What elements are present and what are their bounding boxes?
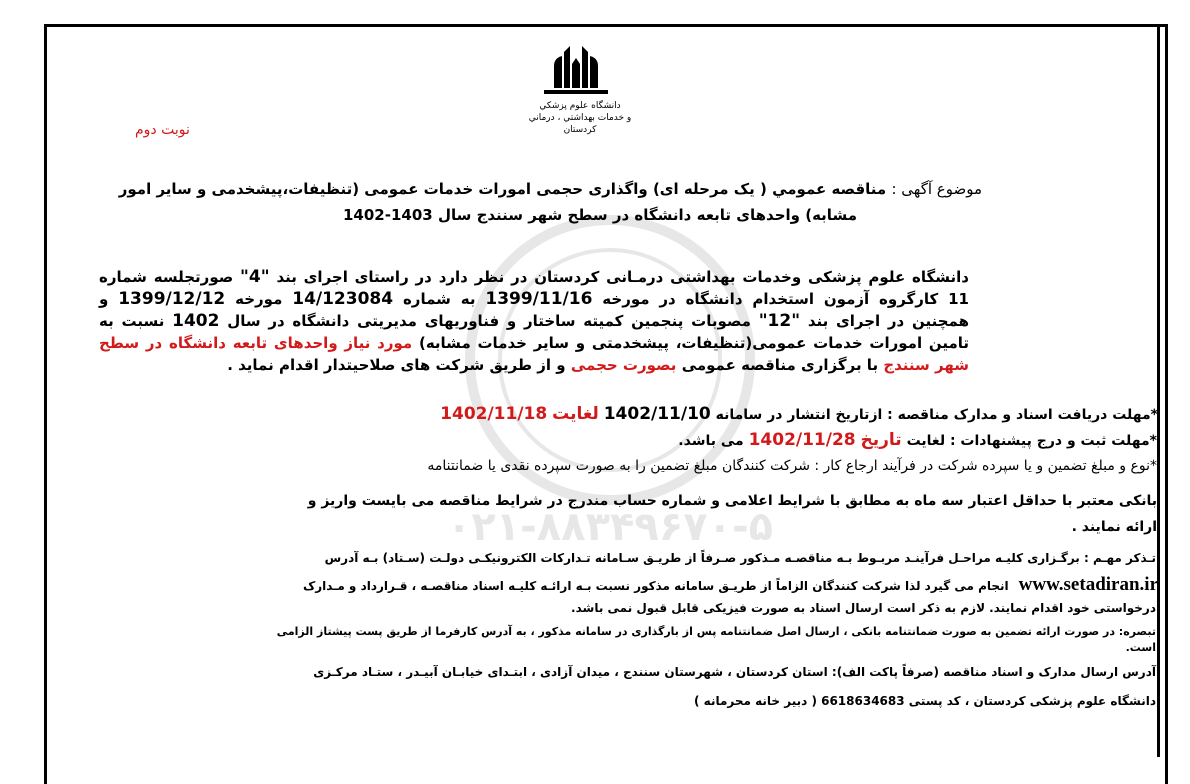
guarantee-line-2: بانکی معتبر با حداقل اعتبار سه ماه به مطابق با شرايط اعلامی و شماره حساب مندرج در شرايط مناقصه می بايست واريز و [307, 493, 1157, 509]
body-text-5: و همچنين در اجرای بند [99, 290, 969, 330]
guarantee-line-3: ارائه نمايند . [1071, 519, 1157, 535]
body-date-1: 1399/11/16 [485, 289, 593, 309]
bid-deadline-line [678, 430, 1157, 450]
round-label: نوبت دوم [135, 122, 190, 138]
body-text-9: و از طريق شرکت های صلاحيتدار اقدام نمايد . [227, 356, 566, 374]
doc-deadline-until: 1402/11/18 [440, 404, 548, 424]
body-text-1: دانشگاه علوم پزشکی وخدمات بهداشتی درمـانی کردستان در نظر دارد در راستای اجرای بند [276, 268, 969, 286]
subject-label: موضوع آگهی : [891, 180, 982, 198]
address-line-2: دانشگاه علوم پزشکی کردستان ، کد پستی 6618634683 ( دبير خانه محرمانه ) [694, 694, 1156, 708]
body-text-3: به شماره [402, 290, 476, 308]
watermark-number: ۰۲۱-۸۸۳۴۹۶۷۰-۵ [446, 504, 774, 550]
university-name [505, 100, 655, 136]
main-paragraph [99, 266, 969, 376]
body-text-2: صورتجلسه شماره 11 کارگروه آزمون استخدام دانشگاه در مورخه [99, 268, 969, 308]
body-highlight-volume: بصورت حجمی [570, 356, 677, 374]
body-highlight-units: مورد نياز واحدهای تابعه دانشگاه در سطح شهر سنندج [99, 334, 969, 374]
setadiran-link[interactable]: www.setadiran.ir [1018, 574, 1158, 595]
body-band-12: "12" [758, 311, 801, 331]
university-line-2: و خدمات بهداشتي ، درماني [528, 113, 632, 123]
body-year: 1402 [172, 311, 220, 331]
bid-deadline-tail: می باشد. [678, 433, 744, 449]
remark-line-1: تبصره: در صورت ارائه تضمين به صورت ضمانتنامه بانکی ، ارسال اصل ضمانتنامه پس از بارگذاری در سامانه مذکور ، به آدرس کارفرما از طريق پست پيشتاز الزامی [276, 625, 1156, 638]
notice-line-3: درخواستی خود اقدام نمايند. لازم به ذکر است ارسال اسناد به صورت فيزيکی قابل قبول نمی باشد. [571, 601, 1156, 615]
university-line-3: کردستان [563, 125, 597, 135]
body-number: 14/123084 [292, 289, 394, 309]
bid-deadline-date: 1402/11/28 [748, 430, 856, 450]
bid-deadline-label: *مهلت ثبت و درج پيشنهادات : لغايت [906, 433, 1157, 449]
body-text-4: مورخه [235, 290, 283, 308]
frame-right-rule [1157, 24, 1160, 757]
university-line-1: دانشگاه علوم پزشکي [539, 101, 621, 111]
doc-deadline-until-label: لغايت [552, 404, 599, 424]
guarantee-line-1: *نوع و مبلغ تضمين و يا سپرده شرکت در فرآيند ارجاع کار : شرکت کنندگان مبلغ تضمين را به صورت سپرده نقدی يا ضمانتنامه [427, 458, 1157, 474]
address-line-1: آدرس ارسال مدارک و اسناد مناقصه (صرفاً پاکت الف): استان کردستان ، شهرستان سنندج ، ميدان آزادی ، ابتـدای خيابـان آبيـدر ، ستـاد مرکـزی [313, 665, 1156, 679]
doc-deadline-from: 1402/11/10 [603, 404, 711, 424]
body-date-2: 1399/12/12 [118, 289, 226, 309]
doc-deadline-line [440, 404, 1158, 424]
notice-line-1: تـذکر مهـم : برگـزاری کليـه مراحـل فرآينـد مربـوط بـه مناقصـه مـذکور صـرفاً از طريـق سـامانه تـدارکات الکترونيکـی دولـت (سـتاد) بـه آدرس [324, 551, 1156, 565]
notice-line-2 [303, 574, 1158, 596]
doc-deadline-label: *مهلت دريافت اسناد و مدارک مناقصه : ازتاريخ انتشار در سامانه [715, 407, 1158, 423]
body-band-4: "4" [240, 267, 270, 287]
subject-line-2: مشابه) واحدهای تابعه دانشگاه در سطح شهر سنندج سال 1403-1402 [343, 206, 857, 224]
subject-text-1: مناقصه عمومي ( يک مرحله ای) واگذاری حجمی امورات خدمات عمومی (تنظيفات،پيشخدمی و ساير امور [118, 180, 887, 198]
bid-deadline-date-label: تاريخ [860, 430, 902, 450]
remark-line-2: است. [1125, 641, 1156, 654]
subject-line-1 [62, 176, 982, 202]
body-text-8: با برگزاری مناقصه عمومی [681, 356, 879, 374]
notice-line-2-text: انجام می گيرد لذا شرکت کنندگان الزاماً از طريـق سامانه مذکور نسبت بـه ارائـه کليـه اسناد مناقصـه ، قـرارداد و مـدارک [302, 579, 1009, 593]
university-logo [540, 44, 612, 96]
body-text-6: مصوبات پنجمين کميته ساختار و فناوريهای مديريتی دانشگاه در سال [227, 312, 751, 330]
body-text-7: نسبت به تامين امورات خدمات عمومی(تنظيفات، پيشخدمتی و ساير خدمات مشابه) [99, 312, 970, 352]
